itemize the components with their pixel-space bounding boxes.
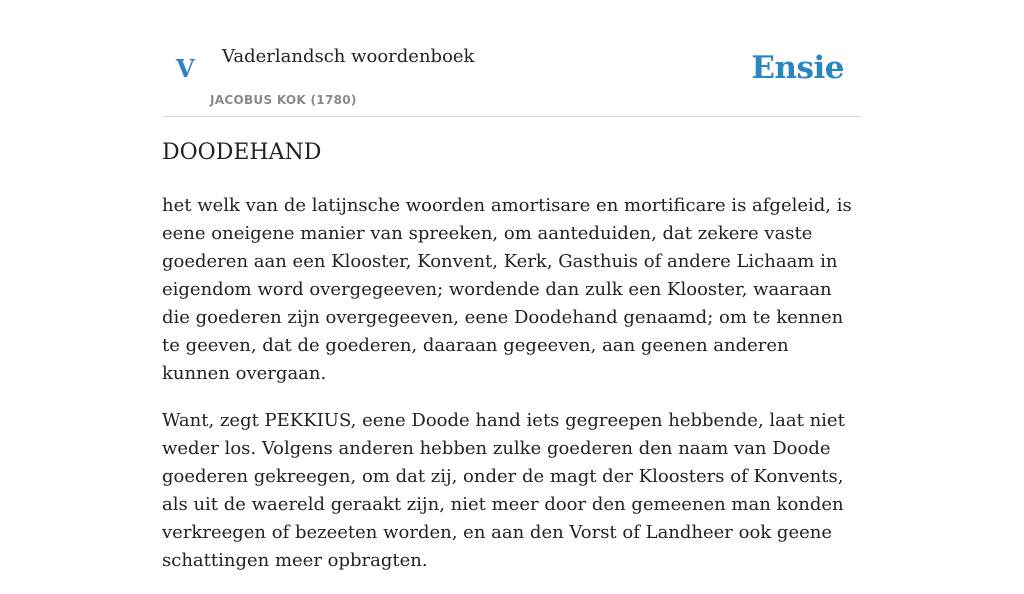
book-letter-badge[interactable]: V — [176, 54, 195, 83]
entry-paragraph: het welk van de latijnsche woorden amortisare en mortificare is afgeleid, is eene oneigene manier van spreeken, om aanteduiden, dat zekere vaste goederen aan een Klooster, Konvent, Kerk, Gasthuis of andere Lichaam in eigendom word overgegeeven; wordende dan zulk een Klooster, waaraan die goederen zijn overgegeeven, eene Doodehand genaamd; om te kennen te geeven, dat de goederen, daaraan gegeeven, aan geenen anderen kunnen overgaan. — [162, 195, 852, 384]
entry-title: DOODEHAND — [162, 140, 322, 165]
entry-body — [162, 192, 862, 594]
ensie-logo[interactable]: Ensie — [751, 50, 844, 86]
book-header — [162, 0, 862, 117]
entry-paragraph: Want, zegt PEKKIUS, eene Doode hand iets gegreepen hebbende, laat niet weder los. Volgens anderen hebben zulke goederen den naam van Doode goederen gekreegen, om dat zij, onder de magt der Kloosters of Konvents, als uit de waereld geraakt zijn, niet meer door den gemeenen man konden verkreegen of bezeeten worden, en aan den Vorst of Landheer ook geene schattingen meer opbragten. — [162, 410, 845, 571]
book-title-link[interactable]: Vaderlandsch woordenboek — [222, 46, 475, 67]
book-author: JACOBUS KOK (1780) — [210, 93, 357, 107]
